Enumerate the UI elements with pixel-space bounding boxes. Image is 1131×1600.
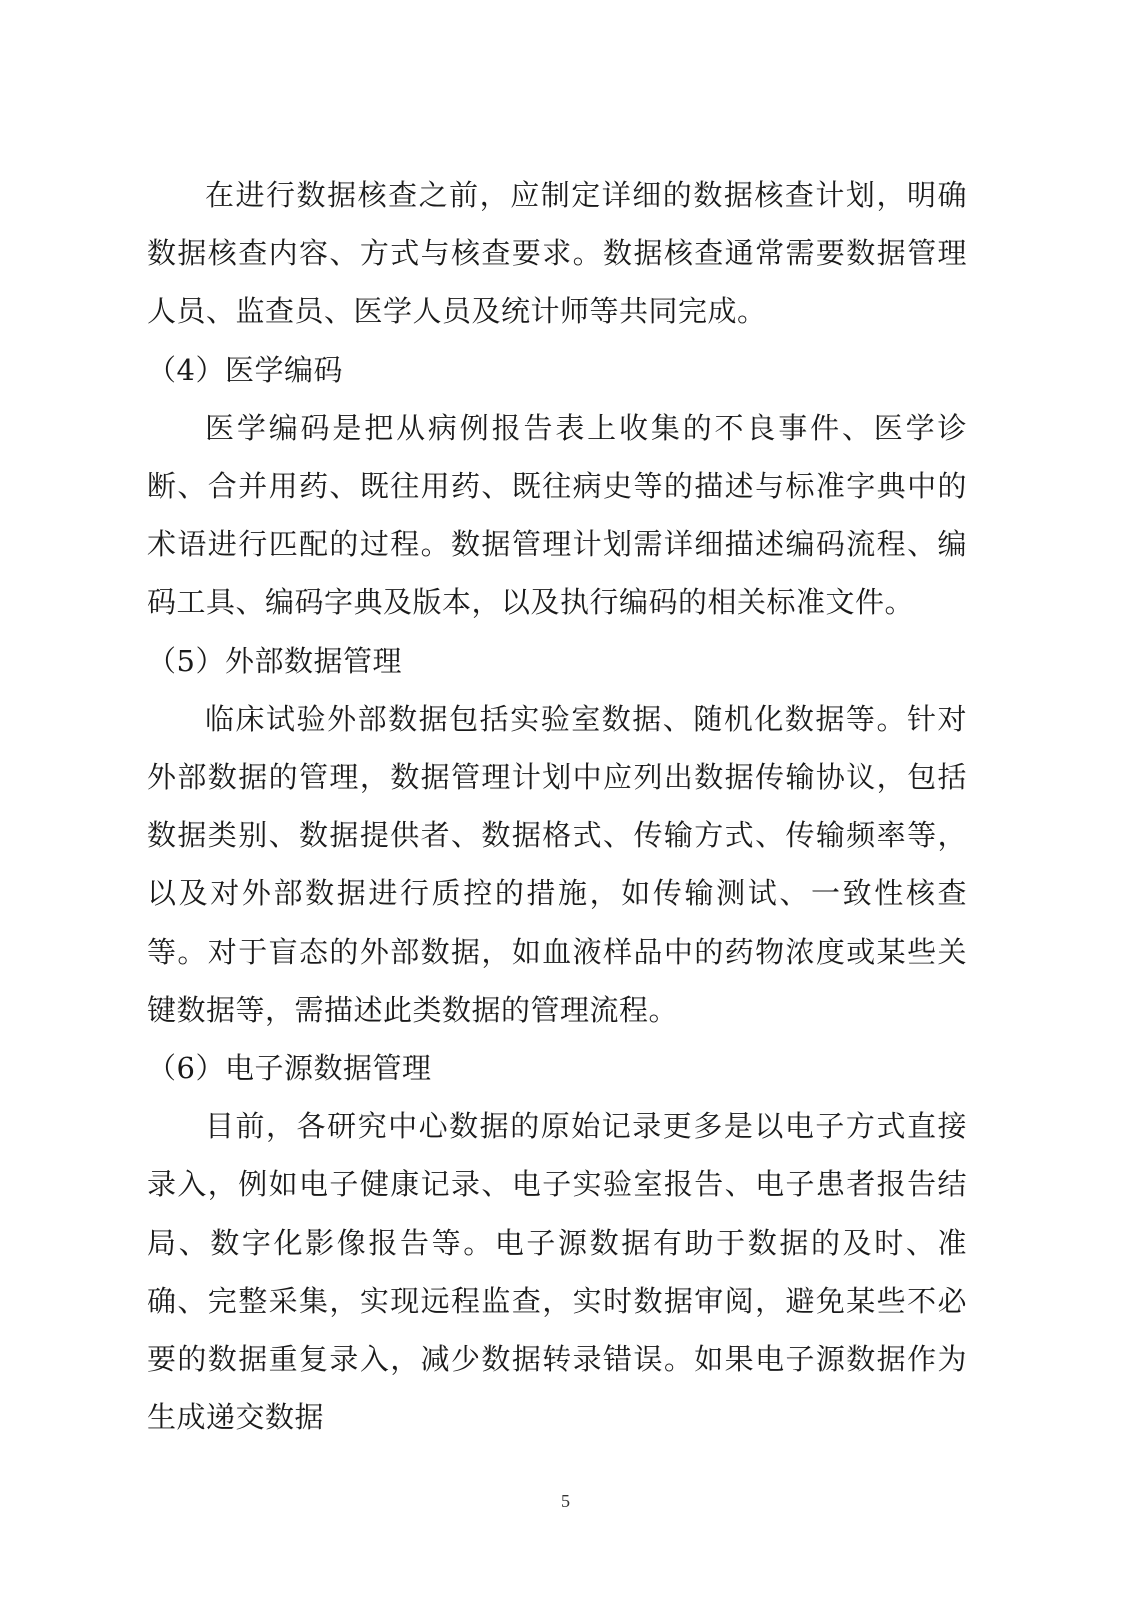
page-number: 5 xyxy=(561,1491,570,1511)
paragraph-electronic-source-data: 目前，各研究中心数据的原始记录更多是以电子方式直接录入，例如电子健康记录、电子实验室报告、电子患者报告结局、数字化影像报告等。电子源数据有助于数据的及时、准确、完整采集，实现远程监查，实时数据审阅，避免某些不必要的数据重复录入，减少数据转录错误。如果电子源数据作为生成递交数据 xyxy=(147,1109,967,1435)
paragraph-external-data: 临床试验外部数据包括实验室数据、随机化数据等。针对外部数据的管理，数据管理计划中应列出数据传输协议，包括数据类别、数据提供者、数据格式、传输方式、传输频率等，以及对外部数据进行质控的措施，如传输测试、一致性核查等。对于盲态的外部数据，如血液样品中的药物浓度或某些关键数据等，需描述此类数据的管理流程。 xyxy=(147,701,967,1027)
heading-electronic-source-data: （6）电子源数据管理 xyxy=(147,1051,432,1086)
body-text xyxy=(147,166,967,1446)
paragraph-data-check-plan: 在进行数据核查之前，应制定详细的数据核查计划，明确数据核查内容、方式与核查要求。数据核查通常需要数据管理人员、监查员、医学人员及统计师等共同完成。 xyxy=(147,178,967,329)
heading-external-data: （5）外部数据管理 xyxy=(147,643,402,678)
paragraph-medical-coding: 医学编码是把从病例报告表上收集的不良事件、医学诊断、合并用药、既往用药、既往病史等的描述与标准字典中的术语进行匹配的过程。数据管理计划需详细描述编码流程、编码工具、编码字典及版本，以及执行编码的相关标准文件。 xyxy=(147,410,967,620)
heading-medical-coding: （4）医学编码 xyxy=(147,352,343,387)
